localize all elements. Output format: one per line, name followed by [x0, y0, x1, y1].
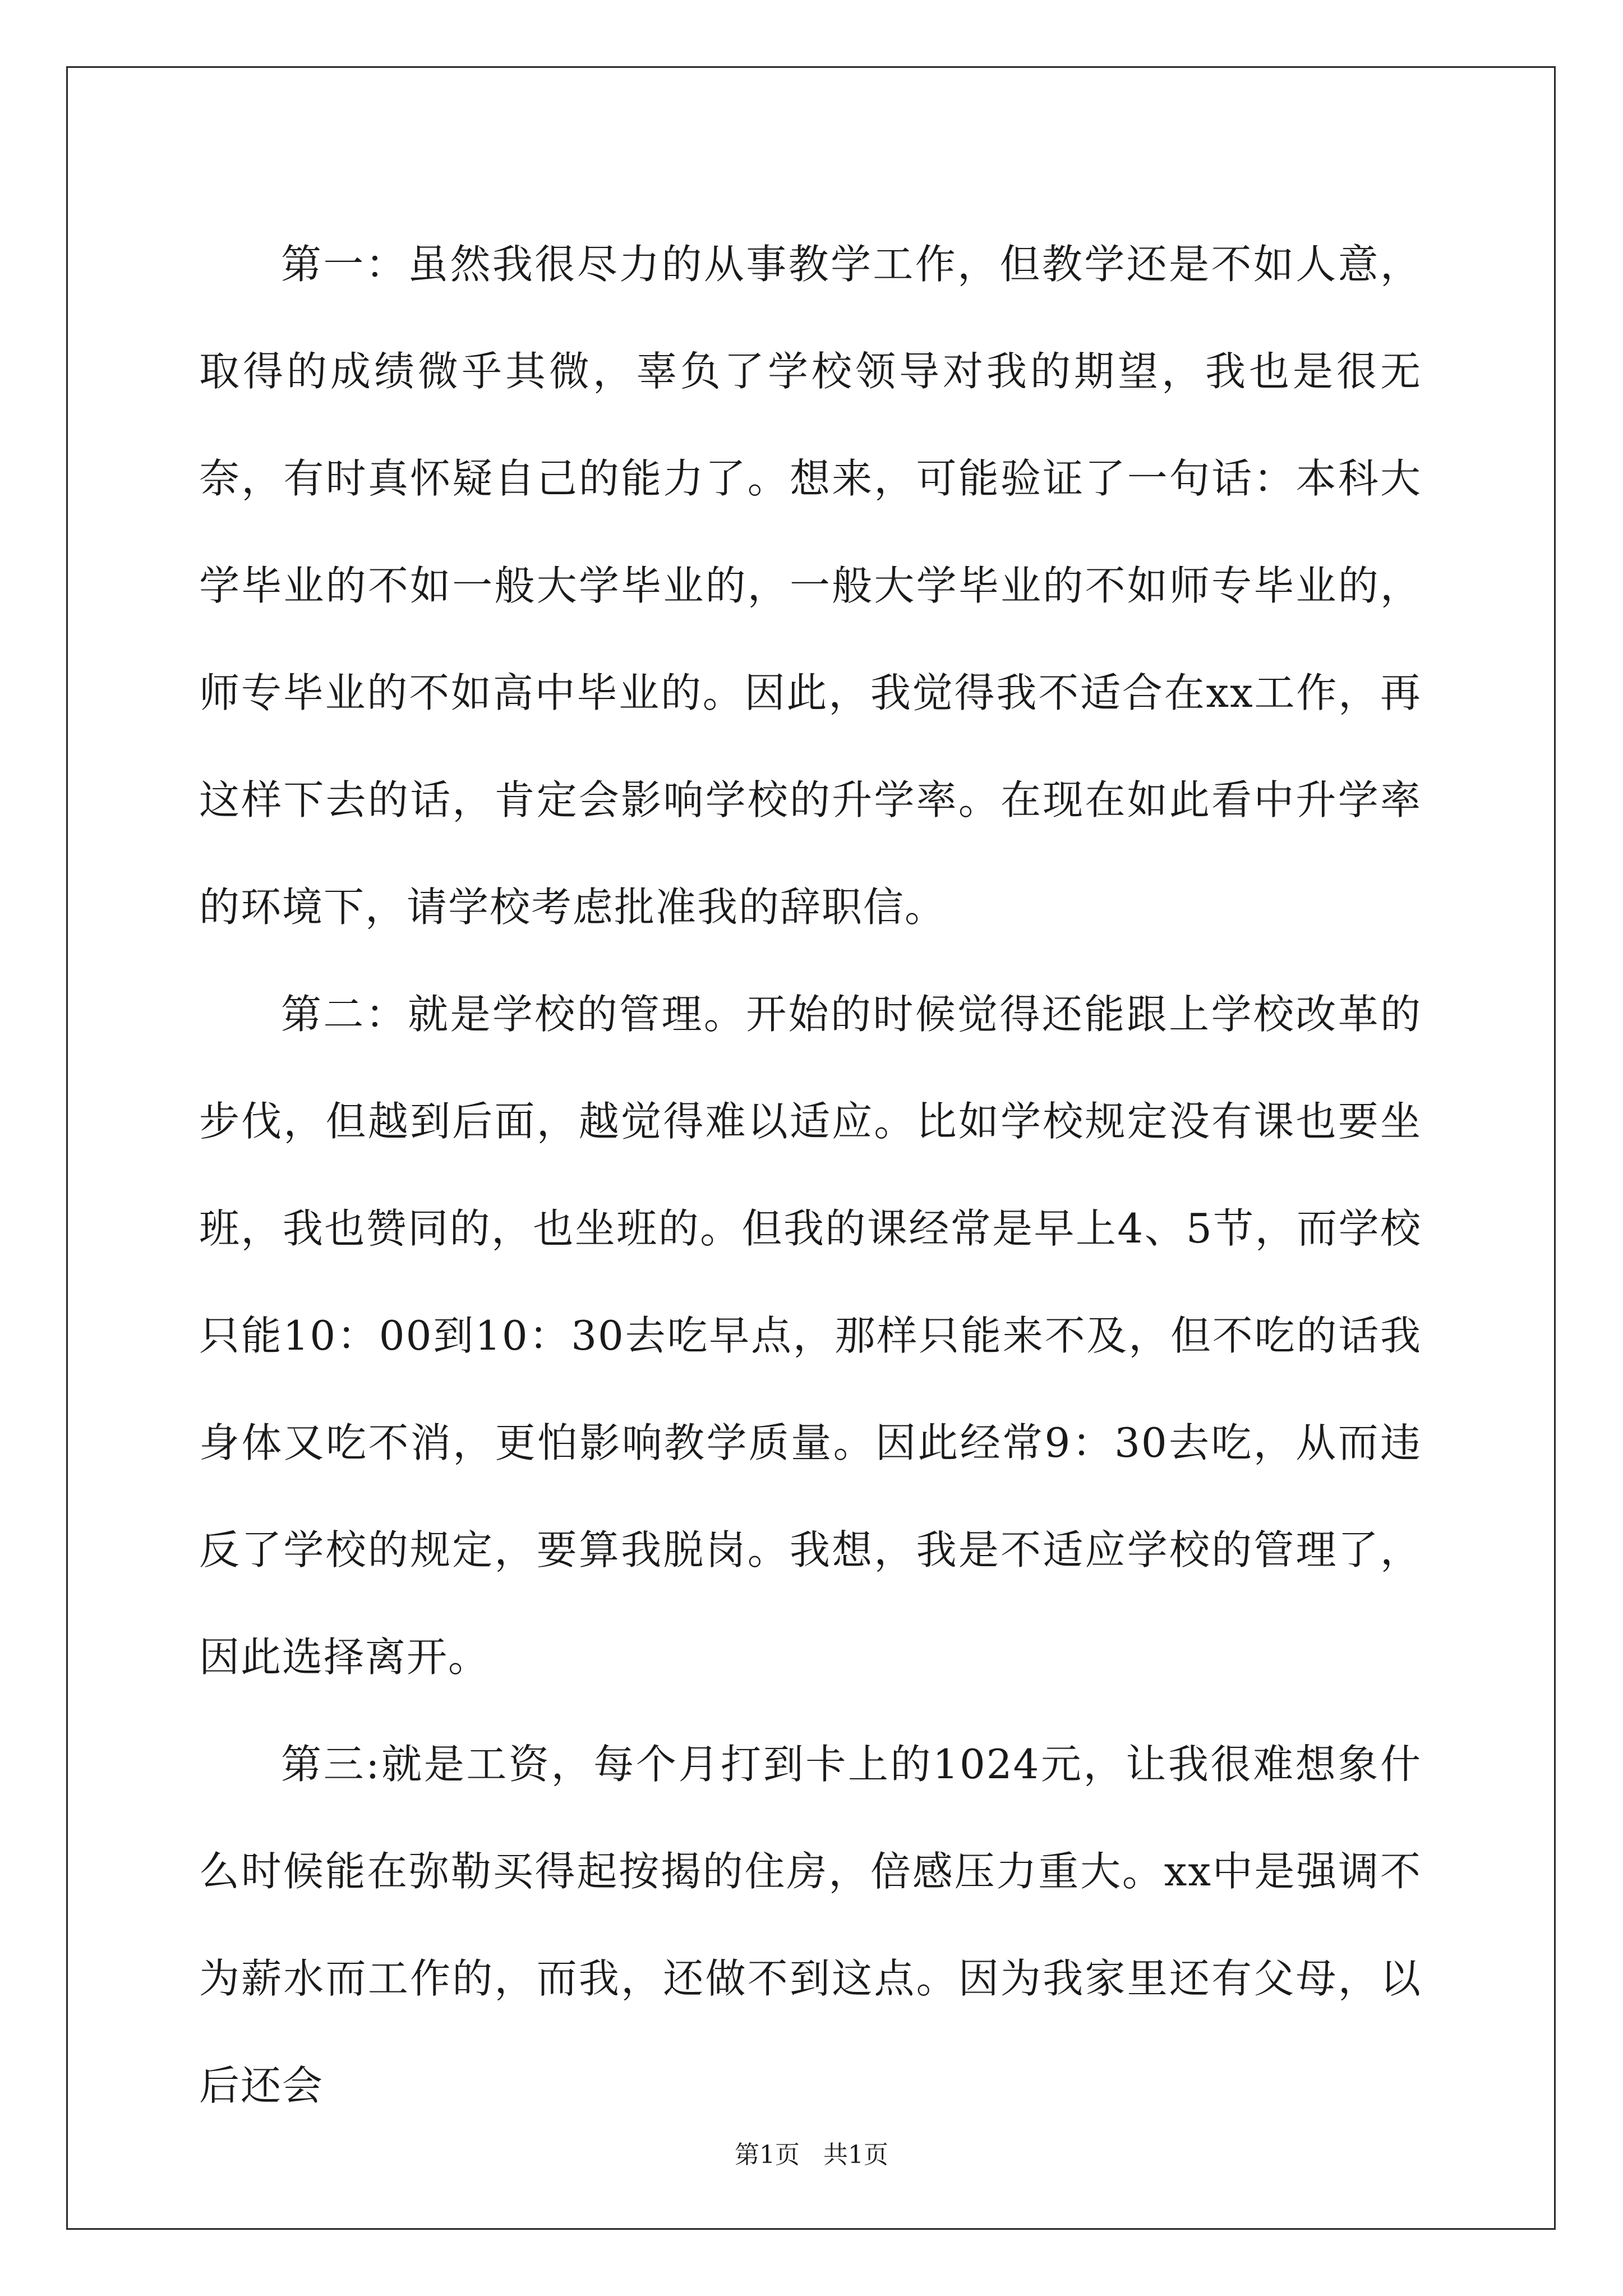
- page-number: 第1页: [735, 2141, 800, 2169]
- paragraph-2: 第二：就是学校的管理。开始的时候觉得还能跟上学校改革的步伐，但越到后面，越觉得难以适应。比如学校规定没有课也要坐班，我也赞同的，也坐班的。但我的课经常是早上4、5节，而学校只能10：00到10：30去吃早点，那样只能来不及，但不吃的话我身体又吃不消，更怕影响教学质量。因此经常9：30去吃，从而违反了学校的规定，要算我脱岗。我想，我是不适应学校的管理了，因此选择离开。: [199, 991, 1422, 1681]
- paragraph-1: 第一：虽然我很尽力的从事教学工作，但教学还是不如人意，取得的成绩微乎其微，辜负了学校领导对我的期望，我也是很无奈，有时真怀疑自己的能力了。想来，可能验证了一句话：本科大学毕业的不如一般大学毕业的，一般大学毕业的不如师专毕业的，师专毕业的不如高中毕业的。因此，我觉得我不适合在xx工作，再这样下去的话，肯定会影响学校的升学率。在现在如此看中升学率的环境下，请学校考虑批准我的辞职信。: [199, 241, 1422, 931]
- document-body: [199, 211, 1422, 2139]
- page-total: 共1页: [823, 2141, 888, 2169]
- page-footer: [0, 2138, 1623, 2172]
- paragraph-3: 第三:就是工资，每个月打到卡上的1024元，让我很难想象什么时候能在弥勒买得起按揭的住房，倍感压力重大。xx中是强调不为薪水而工作的，而我，还做不到这点。因为我家里还有父母，以后还会: [199, 1741, 1422, 2109]
